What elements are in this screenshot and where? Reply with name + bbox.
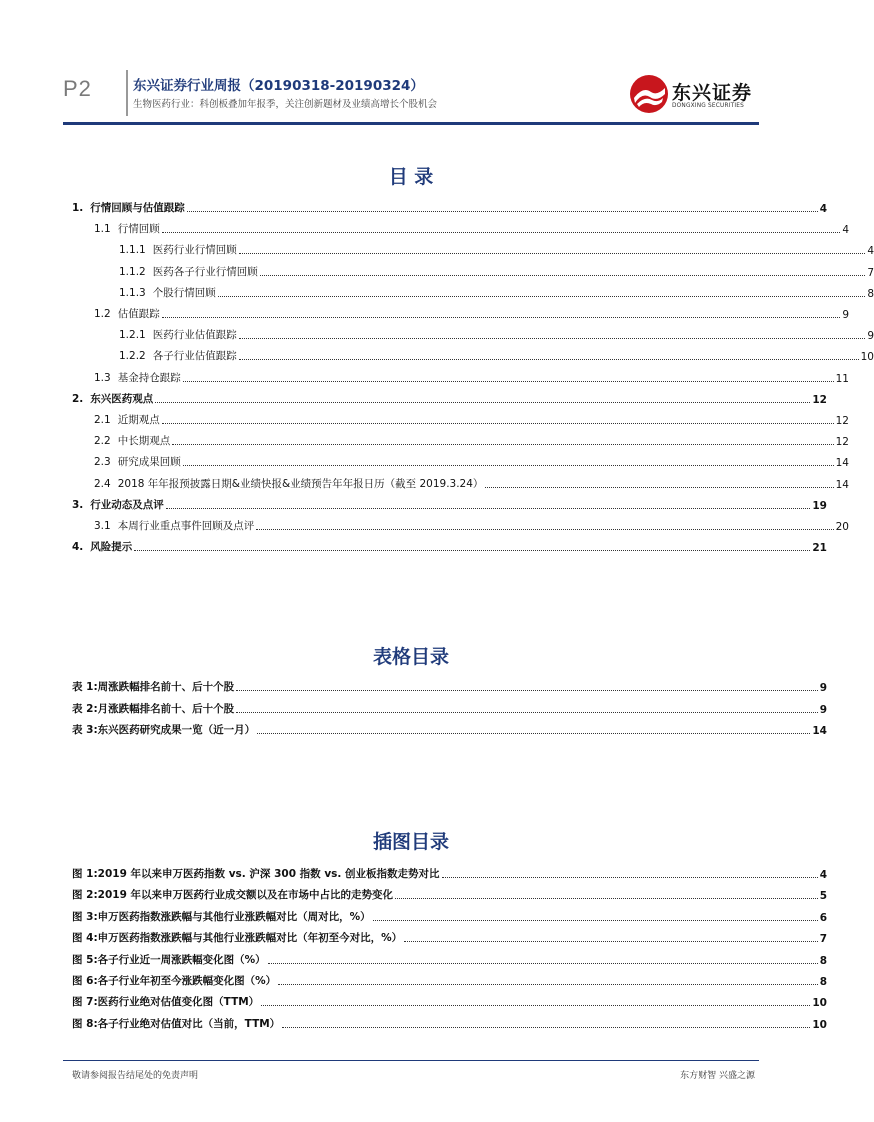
toc-leader [162, 422, 834, 424]
toc-entry-text: 2018 年年报预披露日期&业绩快报&业绩预告年年报日历（截至 2019.3.24） [117, 478, 484, 490]
toc-entry-page: 11 [835, 373, 849, 385]
toc-entry-text: 估值跟踪 [117, 308, 160, 320]
toc-entry-label [72, 994, 261, 1009]
toc-entry-page: 12 [812, 394, 827, 406]
toc-leader [218, 295, 866, 297]
toc-entry-text: 表 1:周涨跌幅排名前十、后十个股 [72, 681, 235, 693]
toc-entry-label [94, 412, 162, 427]
toc-entry-page: 9 [867, 330, 874, 342]
toc-entry-number: 2.2 [94, 435, 111, 447]
toc-entry[interactable] [0, 475, 849, 491]
toc-entry-text: 中长期观点 [117, 435, 171, 447]
toc-entry-page: 4 [867, 245, 874, 257]
toc-entry[interactable] [0, 220, 849, 236]
toc-entry[interactable] [0, 390, 827, 406]
toc-leader [404, 940, 818, 942]
toc-leader [282, 1026, 810, 1028]
header-rule [63, 122, 759, 125]
toc-entry[interactable] [0, 369, 849, 385]
toc-entry[interactable] [0, 929, 827, 945]
toc-entry-text: 图 7:医药行业绝对估值变化图（TTM） [72, 996, 260, 1008]
toc-entry-label [72, 200, 187, 215]
toc-entry-text: 图 3:申万医药指数涨跌幅与其他行业涨跌幅对比（周对比，%） [72, 911, 371, 923]
tables-toc-title: 表格目录 [372, 646, 449, 668]
toc-entry-page: 19 [812, 500, 827, 512]
toc-entry[interactable] [0, 199, 827, 215]
logo-text: 东兴证券 [672, 82, 753, 104]
toc-entry-text: 行业动态及点评 [90, 499, 164, 511]
toc-entry-page: 7 [819, 933, 827, 945]
toc-entry-label [94, 306, 162, 321]
toc-entry-label [94, 454, 183, 469]
toc-entry-label [119, 348, 239, 363]
toc-leader [442, 876, 818, 878]
toc-leader [162, 231, 841, 233]
toc-entry-page: 12 [835, 415, 849, 427]
toc-entry-label [119, 285, 218, 300]
toc-entry-number: 1.1.1 [119, 244, 146, 256]
toc-entry-text: 研究成果回顾 [117, 456, 181, 468]
toc-entry[interactable] [0, 886, 827, 902]
toc-entry-label [94, 518, 256, 533]
toc-entry-label [94, 476, 485, 491]
toc-leader [162, 316, 841, 318]
toc-entry-text: 风险提示 [90, 541, 133, 553]
toc-entry-label [72, 952, 268, 967]
toc-entry[interactable] [0, 347, 874, 363]
toc-entry-page: 8 [867, 288, 874, 300]
toc-entry[interactable] [0, 517, 849, 533]
header-divider [126, 70, 128, 116]
toc-leader [260, 274, 866, 276]
toc-entry-text: 图 8:各子行业绝对估值对比（当前，TTM） [72, 1018, 281, 1030]
toc-entry-number: 3.1 [94, 520, 111, 532]
toc-leader [187, 210, 818, 212]
toc-entry-page: 14 [835, 479, 849, 491]
toc-leader [236, 689, 818, 691]
toc-entry-page: 9 [842, 309, 849, 321]
toc-leader [155, 401, 810, 403]
toc-leader [239, 252, 866, 254]
toc-entry-page: 10 [812, 1019, 827, 1031]
dongxing-logo-icon [629, 74, 669, 114]
toc-entry-label [72, 887, 395, 902]
toc-entry-text: 表 3:东兴医药研究成果一览（近一月） [72, 724, 256, 736]
toc-title: 目 录 [388, 166, 434, 188]
toc-entry-label [72, 973, 278, 988]
toc-entry-page: 10 [812, 997, 827, 1009]
toc-leader [485, 486, 833, 488]
toc-entry-text: 医药行业行情回顾 [152, 244, 237, 256]
toc-entry-text: 东兴医药观点 [90, 393, 154, 405]
logo-english-text: DONGXING SECURITIES [672, 103, 744, 109]
toc-leader [134, 549, 810, 551]
toc-entry-label [119, 327, 239, 342]
toc-entry-label [72, 866, 442, 881]
toc-entry-number: 1.3 [94, 372, 111, 384]
toc-entry-number: 4. [72, 541, 84, 553]
toc-entry-number: 1.2 [94, 308, 111, 320]
toc-entry-number: 2. [72, 393, 84, 405]
toc-leader [373, 919, 818, 921]
toc-entry-label [72, 701, 236, 716]
toc-entry-text: 医药行业估值跟踪 [152, 329, 237, 341]
toc-entry-page: 9 [819, 704, 827, 716]
toc-entry-text: 图 1:2019 年以来申万医药指数 vs. 沪深 300 指数 vs. 创业板指数走势对比 [72, 868, 440, 880]
toc-entry-text: 基金持仓跟踪 [117, 372, 181, 384]
toc-entry-label [72, 722, 257, 737]
toc-entry[interactable] [0, 972, 827, 988]
toc-entry-text: 个股行情回顾 [152, 287, 216, 299]
toc-entry-text: 近期观点 [117, 414, 160, 426]
toc-entry-label [72, 930, 404, 945]
toc-entry[interactable] [0, 432, 849, 448]
toc-entry-label [72, 679, 236, 694]
toc-leader [261, 1004, 810, 1006]
report-subtitle: 生物医药行业：科创板叠加年报季，关注创新题材及业绩高增长个股机会 [133, 99, 438, 110]
toc-entry-page: 14 [835, 457, 849, 469]
toc-leader [183, 464, 834, 466]
toc-entry[interactable] [0, 305, 849, 321]
toc-entry-text: 行情回顾 [117, 223, 160, 235]
toc-entry-number: 1. [72, 202, 84, 214]
toc-entry-label [72, 1016, 282, 1031]
page-number: P2 [63, 76, 92, 101]
toc-entry-number: 1.1 [94, 223, 111, 235]
toc-entry-number: 2.3 [94, 456, 111, 468]
toc-entry-page: 10 [860, 351, 874, 363]
toc-entry-number: 1.1.3 [119, 287, 146, 299]
toc-entry[interactable] [0, 721, 827, 737]
toc-entry[interactable] [0, 865, 827, 881]
toc-entry-label [119, 242, 239, 257]
toc-entry-label [72, 539, 134, 554]
toc-entry[interactable] [0, 993, 827, 1009]
toc-entry[interactable] [0, 453, 849, 469]
toc-entry-text: 表 2:月涨跌幅排名前十、后十个股 [72, 703, 235, 715]
figures-toc-title: 插图目录 [372, 831, 449, 853]
toc-entry-number: 3. [72, 499, 84, 511]
report-title: 东兴证券行业周报（20190318-20190324） [133, 78, 424, 94]
toc-leader [256, 528, 833, 530]
toc-entry[interactable] [0, 951, 827, 967]
toc-entry-label [94, 370, 183, 385]
toc-entry-text: 各子行业估值跟踪 [152, 350, 237, 362]
toc-entry-page: 4 [842, 224, 849, 236]
toc-entry[interactable] [0, 411, 849, 427]
toc-entry-text: 行情回顾与估值跟踪 [90, 202, 185, 214]
toc-entry-text: 医药各子行业行情回顾 [152, 266, 258, 278]
toc-entry-text: 本周行业重点事件回顾及点评 [117, 520, 255, 532]
toc-entry-text: 图 5:各子行业近一周涨跌幅变化图（%） [72, 954, 266, 966]
toc-entry-label [72, 497, 166, 512]
footer-disclaimer: 敬请参阅报告结尾处的免责声明 [72, 1071, 199, 1081]
toc-entry-number: 1.1.2 [119, 266, 146, 278]
toc-entry-page: 6 [819, 912, 827, 924]
toc-entry-label [119, 264, 260, 279]
toc-entry[interactable] [0, 326, 874, 342]
toc-entry-page: 9 [819, 682, 827, 694]
toc-entry-page: 7 [867, 267, 874, 279]
toc-leader [236, 711, 818, 713]
toc-entry-page: 14 [812, 725, 827, 737]
toc-entry-page: 4 [819, 869, 827, 881]
toc-entry-number: 2.1 [94, 414, 111, 426]
toc-entry-label [94, 433, 172, 448]
toc-entry[interactable] [0, 241, 874, 257]
toc-leader [183, 380, 834, 382]
toc-entry-number: 1.2.2 [119, 350, 146, 362]
toc-entry-page: 5 [819, 890, 827, 902]
toc-entry-label [72, 909, 373, 924]
toc-entry-page: 4 [819, 203, 827, 215]
toc-entry[interactable] [0, 263, 874, 279]
toc-leader [239, 337, 866, 339]
toc-entry-page: 20 [835, 521, 849, 533]
toc-entry[interactable] [0, 700, 827, 716]
toc-leader [166, 507, 811, 509]
toc-entry[interactable] [0, 908, 827, 924]
toc-entry[interactable] [0, 1015, 827, 1031]
toc-entry-number: 2.4 [94, 478, 111, 490]
toc-entry-text: 图 6:各子行业年初至今涨跌幅变化图（%） [72, 975, 277, 987]
toc-leader [239, 358, 859, 360]
toc-entry-label [72, 391, 155, 406]
toc-leader [278, 983, 818, 985]
toc-entry-page: 8 [819, 955, 827, 967]
toc-entry-page: 8 [819, 976, 827, 988]
toc-leader [172, 443, 833, 445]
footer-rule [63, 1060, 759, 1061]
toc-entry[interactable] [0, 496, 827, 512]
toc-entry-page: 21 [812, 542, 827, 554]
toc-entry-label [94, 221, 162, 236]
toc-entry-text: 图 2:2019 年以来申万医药行业成交额以及在市场中占比的走势变化 [72, 889, 394, 901]
toc-entry[interactable] [0, 284, 874, 300]
toc-entry[interactable] [0, 678, 827, 694]
toc-entry-page: 12 [835, 436, 849, 448]
toc-leader [257, 732, 810, 734]
toc-leader [395, 897, 818, 899]
toc-entry[interactable] [0, 538, 827, 554]
toc-entry-text: 图 4:申万医药指数涨跌幅与其他行业涨跌幅对比（年初至今对比，%） [72, 932, 403, 944]
footer-slogan: 东方财智 兴盛之源 [680, 1071, 755, 1081]
toc-entry-number: 1.2.1 [119, 329, 146, 341]
toc-leader [268, 962, 818, 964]
